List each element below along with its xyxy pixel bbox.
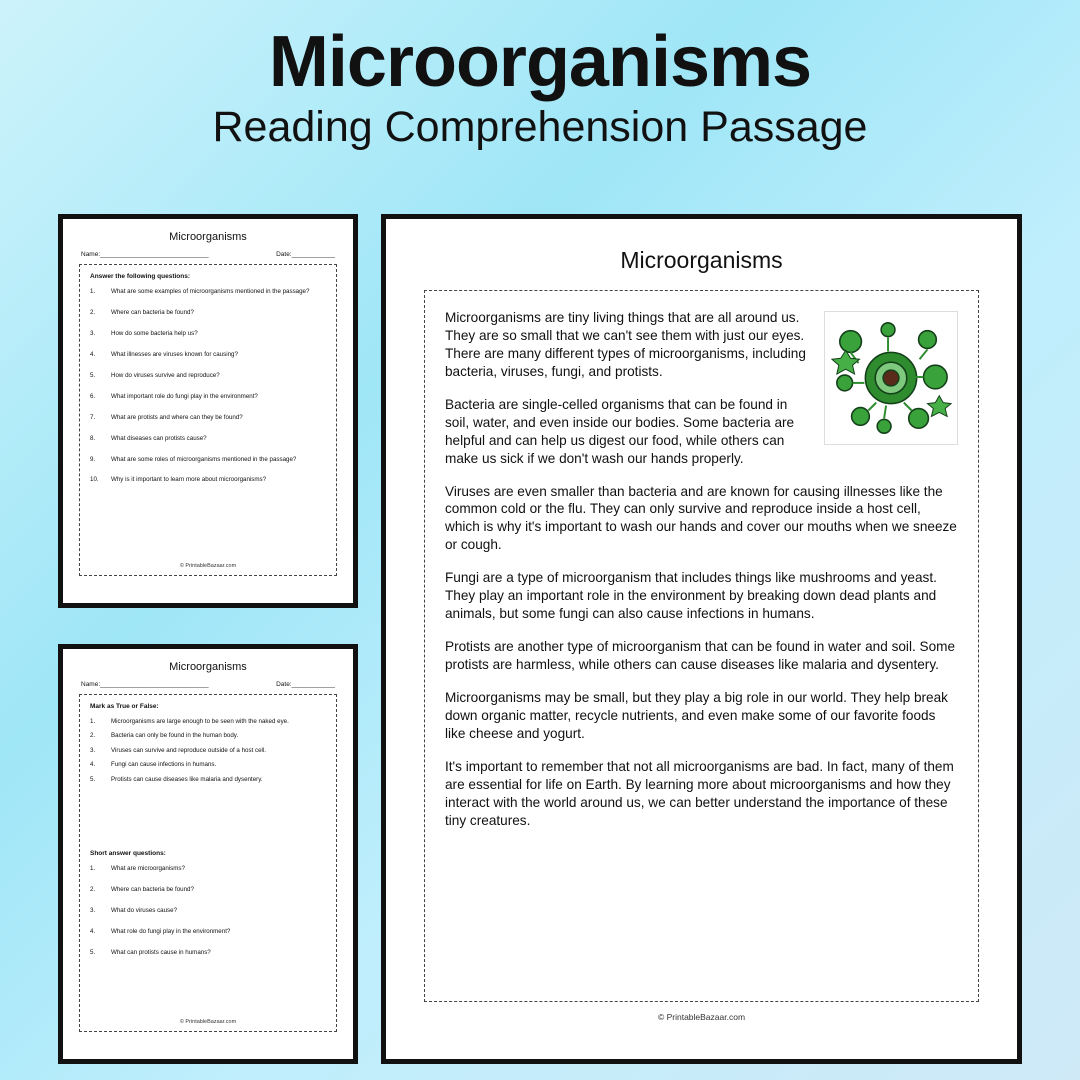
list-item: 1. What are some examples of microorganisms mentioned in the passage? <box>90 288 310 295</box>
short-answer-list <box>90 865 326 956</box>
passage-credit: © PrintableBazaar.com <box>657 1012 746 1022</box>
page-title: Microorganisms <box>268 22 812 102</box>
list-item: 2. Where can bacteria be found? <box>90 308 194 316</box>
answer-space <box>90 790 326 850</box>
list-item: 5. Protists can cause diseases like malaria and dysentery. <box>90 775 263 783</box>
microorganism-cluster-illustration <box>824 311 958 445</box>
list-item: 8. What diseases can protists cause? <box>90 434 207 442</box>
list-item: 5. How do viruses survive and reproduce? <box>90 371 220 379</box>
list-item: 4. What role do fungi play in the environment? <box>90 928 231 935</box>
list-item: 6. What important role do fungi play in the environment? <box>90 392 258 400</box>
name-field-label: Name:______________________________ <box>81 251 209 258</box>
page-header <box>0 0 1080 151</box>
worksheet-truefalse-page[interactable] <box>58 644 358 1064</box>
worksheet-truefalse-title: Microorganisms <box>169 661 247 673</box>
short-answer-heading: Short answer questions: <box>90 850 166 858</box>
questions-box <box>79 264 337 576</box>
passage-paragraph: It's important to remember that not all microorganisms are bad. In fact, many of them are essential for life on Earth. By learning more about microorganisms and how they interact with the world around us, we can better understand the importance of these tiny creatures. <box>445 758 954 828</box>
date-field-label: Date:____________ <box>276 681 335 688</box>
list-item: 4. What illnesses are viruses known for causing? <box>90 350 238 358</box>
list-item: 5. What can protists cause in humans? <box>90 948 211 956</box>
worksheet-credit: © PrintableBazaar.com <box>179 1019 237 1025</box>
list-item: 2. Where can bacteria be found? <box>90 886 194 894</box>
list-item: 4. Fungi can cause infections in humans. <box>90 761 217 769</box>
page-subtitle: Reading Comprehension Passage <box>212 103 868 152</box>
list-item: 2. Bacteria can only be found in the human body. <box>90 732 239 740</box>
list-item: 1. Microorganisms are large enough to be seen with the naked eye. <box>90 718 289 725</box>
passage-paragraph: Microorganisms are tiny living things that are all around us. They are so small that we can't see them with just our eyes. There are many different types of microorganisms, including bacteria, viruses, fungi, and protists. <box>445 310 806 379</box>
passage-paragraph: Microorganisms may be small, but they play a big role in our world. They help break down organic matter, recycle nutrients, and even make some of our favorite foods like cheese and yogurt. <box>445 689 948 741</box>
list-item: 3. Viruses can survive and reproduce outside of a host cell. <box>90 746 267 754</box>
questions-list <box>90 288 326 484</box>
name-field-label: Name:______________________________ <box>81 681 209 688</box>
list-item: 1. What are microorganisms? <box>90 865 185 873</box>
worksheet-questions-page[interactable] <box>58 214 358 608</box>
name-date-row <box>63 681 353 688</box>
questions-section-heading: Answer the following questions: <box>90 273 191 280</box>
passage-paragraph: Protists are another type of microorganism that can be found in water and soil. Some protists are harmless, while others can cause diseases like malaria and dysentery. <box>445 639 956 672</box>
truefalse-list <box>90 718 326 783</box>
passage-paragraph: Viruses are even smaller than bacteria and are known for causing illnesses like the common cold or the flu. They can only survive and reproduce inside a host cell, which is why it's important to wash our hands and cover our mouths when we sneeze or cough. <box>445 483 957 553</box>
passage-paragraph: Bacteria are single-celled organisms that can be found in soil, water, and even inside our bodies. Some bacteria are helpful and can help us digest our food, while others can make us sick if we don't wash our hands properly. <box>445 396 795 466</box>
truefalse-box <box>79 694 337 1032</box>
passage-paragraph: Fungi are a type of microorganism that includes things like mushrooms and yeast. They play an important role in the environment by breaking down dead plants and animals, but some fungi can also cause infections in humans. <box>445 570 937 622</box>
worksheet-preview-area <box>0 214 1080 1064</box>
list-item: 7. What are protists and where can they be found? <box>90 413 243 421</box>
name-date-row <box>63 251 353 258</box>
list-item: 3. How do some bacteria help us? <box>90 329 198 337</box>
passage-box <box>424 290 979 1002</box>
worksheet-questions-title: Microorganisms <box>169 231 247 243</box>
passage-page[interactable] <box>381 214 1022 1064</box>
date-field-label: Date:____________ <box>276 251 335 258</box>
list-item: 10. Why is it important to learn more about microorganisms? <box>90 476 267 484</box>
truefalse-section-heading: Mark as True or False: <box>90 703 159 710</box>
worksheet-credit: © PrintableBazaar.com <box>179 563 237 569</box>
list-item: 3. What do viruses cause? <box>90 907 178 915</box>
passage-title: Microorganisms <box>620 247 783 273</box>
list-item: 9. What are some roles of microorganisms mentioned in the passage? <box>90 455 297 463</box>
